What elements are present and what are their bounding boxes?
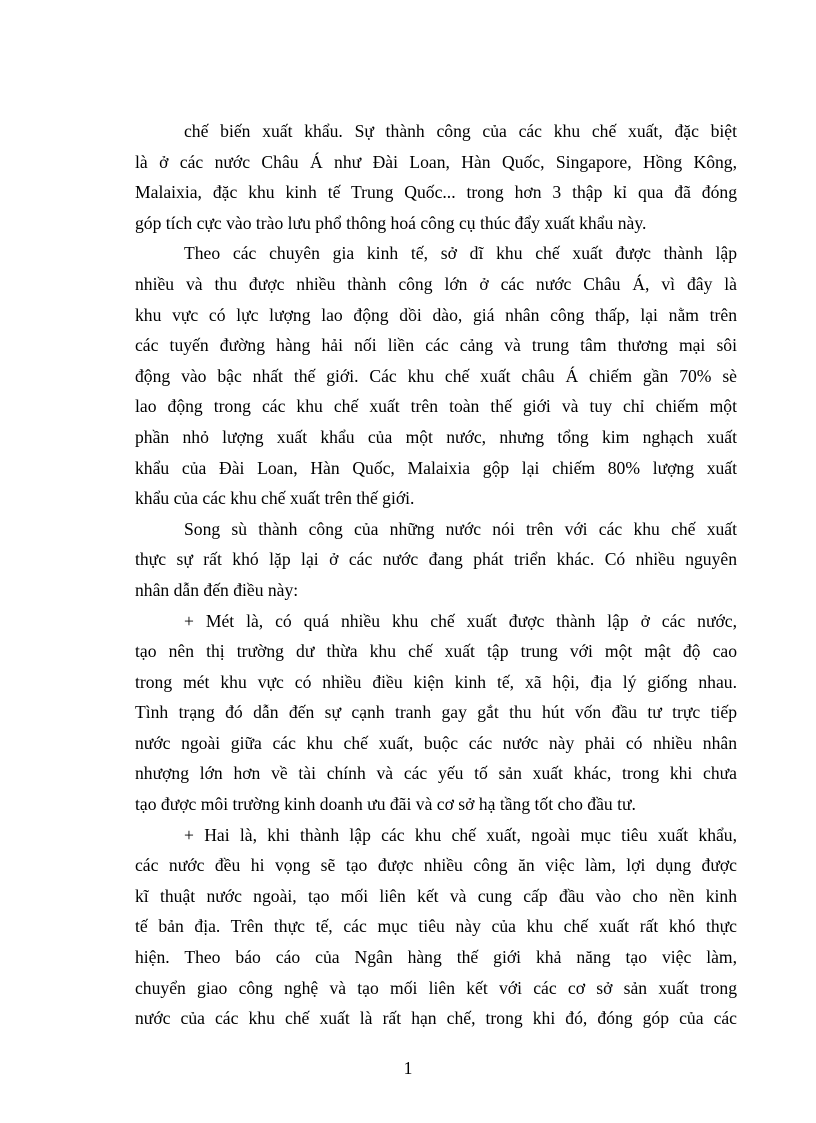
text-line: khu vực có lực lượng lao động dồi dào, giá nhân công thấp, lại nằm trên bbox=[135, 304, 737, 325]
page-number: 1 bbox=[403, 1058, 413, 1078]
text-line: chế biến xuất khẩu. Sự thành công của các khu chế xuất, đặc biệt bbox=[184, 121, 737, 141]
text-line: các nước đều hi vọng sẽ tạo được nhiều công ăn việc làm, lợi dụng được bbox=[135, 855, 737, 876]
text-line: nước ngoài giữa các khu chế xuất, buộc các nước này phải có nhiều nhân bbox=[135, 732, 737, 753]
text-line: nước của các khu chế xuất là rất hạn chế, trong khi đó, đóng góp của các bbox=[135, 1008, 737, 1029]
text-line: phần nhỏ lượng xuất khẩu của một nước, nhưng tổng kim nghạch xuất bbox=[135, 426, 737, 447]
text-line: Theo các chuyên gia kinh tế, sở dĩ khu chế xuất được thành lập bbox=[184, 243, 737, 264]
text-line: Tình trạng đó dẫn đến sự cạnh tranh gay gắt thu hút vốn đầu tư trực tiếp bbox=[135, 702, 737, 723]
text-line: khẩu của các khu chế xuất trên thế giới. bbox=[135, 488, 415, 509]
paragraph-5 bbox=[135, 820, 737, 1034]
text-line: nhiều và thu được nhiều thành công lớn ở các nước Châu Á, vì đây là bbox=[135, 273, 737, 294]
text-line: chuyển giao công nghệ và tạo mối liên kết với các cơ sở sản xuất trong bbox=[135, 977, 737, 998]
text-line: tạo được môi trường kinh doanh ưu đãi và cơ sở hạ tầng tốt cho đầu tư. bbox=[135, 794, 636, 815]
text-line: tế bản địa. Trên thực tế, các mục tiêu này của khu chế xuất rất khó thực bbox=[135, 916, 737, 937]
paragraph-3 bbox=[135, 514, 737, 606]
paragraph-4 bbox=[135, 606, 737, 820]
text-line: Malaixia, đặc khu kinh tế Trung Quốc... trong hơn 3 thập kỉ qua đã đóng bbox=[135, 182, 737, 203]
paragraph-2 bbox=[135, 238, 737, 513]
text-line: các tuyến đường hàng hải nối liền các cảng và trung tâm thương mại sôi bbox=[135, 335, 737, 356]
text-line: động vào bậc nhất thế giới. Các khu chế xuất châu Á chiếm gần 70% sè bbox=[135, 365, 737, 386]
text-line: góp tích cực vào trào lưu phổ thông hoá công cụ thúc đẩy xuất khẩu này. bbox=[135, 212, 647, 233]
text-line: + Mét là, có quá nhiều khu chế xuất được thành lập ở các nước, bbox=[184, 610, 737, 631]
text-line: + Hai là, khi thành lập các khu chế xuất, ngoài mục tiêu xuất khẩu, bbox=[184, 824, 737, 845]
text-line: kĩ thuật nước ngoài, tạo mối liên kết và cung cấp đầu vào cho nền kinh bbox=[135, 885, 737, 906]
text-line: lao động trong các khu chế xuất trên toàn thế giới và tuy chỉ chiếm một bbox=[135, 396, 737, 417]
text-line: thực sự rất khó lặp lại ở các nước đang phát triển khác. Có nhiều nguyên bbox=[135, 549, 737, 570]
text-line: nhượng lớn hơn về tài chính và các yếu tố sản xuất khác, trong khi chưa bbox=[135, 763, 737, 784]
body-text bbox=[135, 116, 737, 1034]
text-line: hiện. Theo báo cáo của Ngân hàng thế giới khả năng tạo việc làm, bbox=[135, 947, 737, 968]
paragraph-1 bbox=[135, 116, 737, 238]
text-line: trong mét khu vực có nhiều điều kiện kinh tế, xã hội, địa lý giống nhau. bbox=[135, 671, 737, 692]
text-line: Song sù thành công của những nước nói trên với các khu chế xuất bbox=[184, 518, 737, 539]
text-line: tạo nên thị trường dư thừa khu chế xuất tập trung với một mật độ cao bbox=[135, 641, 737, 662]
text-line: là ở các nước Châu Á như Đài Loan, Hàn Quốc, Singapore, Hồng Kông, bbox=[135, 151, 737, 172]
text-line: khẩu của Đài Loan, Hàn Quốc, Malaixia gộp lại chiếm 80% lượng xuất bbox=[135, 457, 737, 478]
text-line: nhân dẫn đến điều này: bbox=[135, 579, 299, 600]
